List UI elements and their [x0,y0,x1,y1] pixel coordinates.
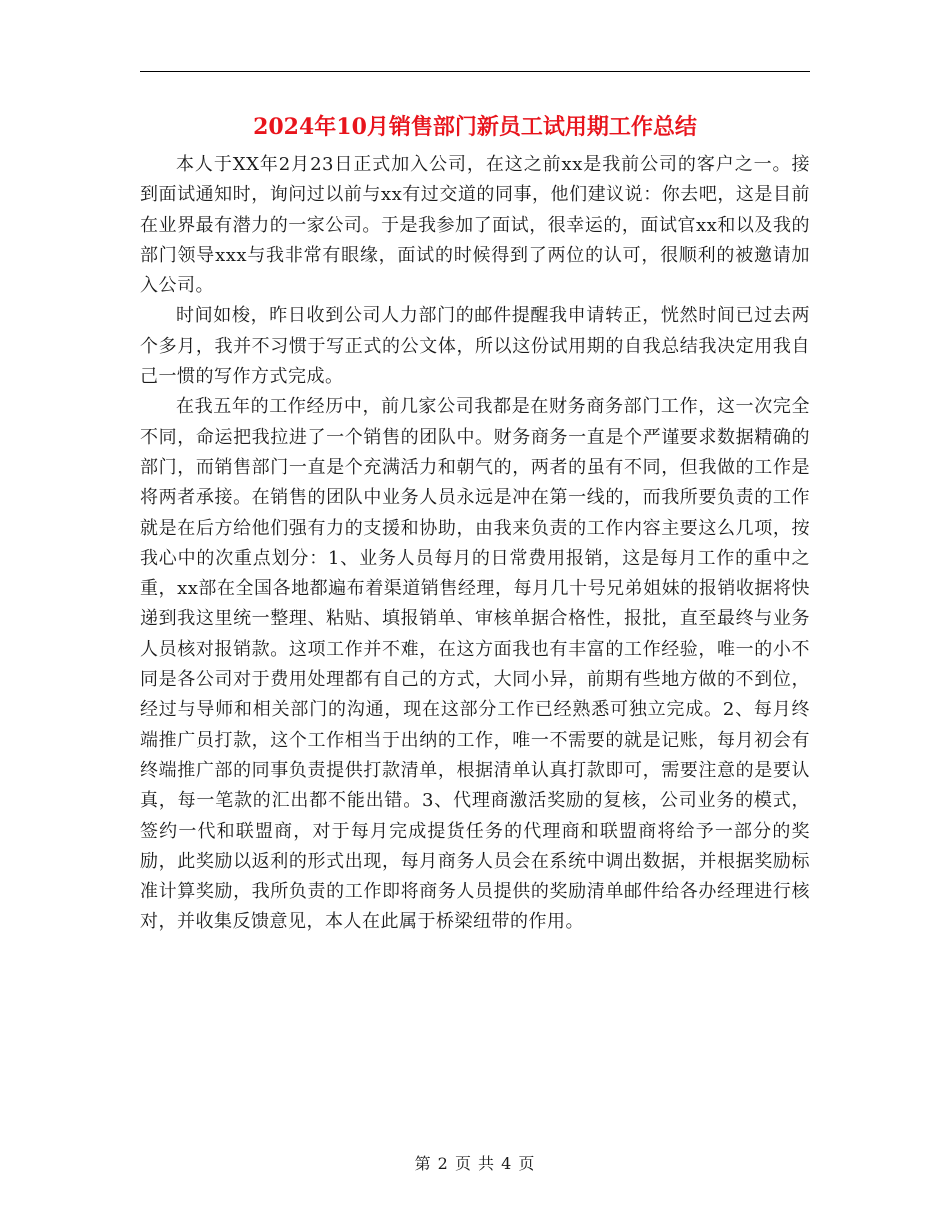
page-number-footer: 第 2 页 共 4 页 [414,1154,536,1173]
document-title: 2024年10月销售部门新员工试用期工作总结 [253,114,697,140]
paragraph-1: 本人于XX年2月23日正式加入公司，在这之前xx是我前公司的客户之一。接到面试通知时，询问过以前与xx有过交道的同事，他们建议说：你去吧，这是目前在业界最有潜力的一家公司。于是我参加了面试，很幸运的，面试官xx和以及我的部门领导xxx与我非常有眼缘，面试的时候得到了两位的认可，很顺利的被邀请加入公司。 [140,154,810,297]
paragraph-3: 在我五年的工作经历中，前几家公司我都是在财务商务部门工作，这一次完全不同，命运把我拉进了一个销售的团队中。财务商务一直是个严谨要求数据精确的部门，而销售部门一直是个充满活力和朝气的，两者的虽有不同，但我做的工作是将两者承接。在销售的团队中业务人员永远是冲在第一线的，而我所要负责的工作就是在后方给他们强有力的支援和协助，由我来负责的工作内容主要这么几项，按我心中的次重点划分：1、业务人员每月的日常费用报销，这是每月工作的重中之重，xx部在全国各地都遍布着渠道销售经理，每月几十号兄弟姐妹的报销收据将快递到我这里统一整理、粘贴、填报销单、审核单据合格性，报批，直至最终与业务人员核对报销款。这项工作并不难，在这方面我也有丰富的工作经验，唯一的小不同是各公司对于费用处理都有自己的方式，大同小异，前期有些地方做的不到位，经过与导师和相关部门的沟通，现在这部分工作已经熟悉可独立完成。2、每月终端推广员打款，这个工作相当于出纳的工作，唯一不需要的就是记账，每月初会有终端推广部的同事负责提供打款清单，根据清单认真打款即可，需要注意的是要认真，每一笔款的汇出都不能出错。3、代理商激活奖励的复核，公司业务的模式，签约一代和联盟商，对于每月完成提货任务的代理商和联盟商将给予一部分的奖励，此奖励以返利的形式出现，每月商务人员会在系统中调出数据，并根据奖励标准计算奖励，我所负责的工作即将商务人员提供的奖励清单邮件给各办经理进行核对，并收集反馈意见，本人在此属于桥梁纽带的作用。 [140,396,810,933]
paragraph-2: 时间如梭，昨日收到公司人力部门的邮件提醒我申请转正，恍然时间已过去两个多月，我并不习惯于写正式的公文体，所以这份试用期的自我总结我决定用我自己一惯的写作方式完成。 [140,305,810,388]
header-rule [140,71,810,72]
document-body [140,150,810,938]
